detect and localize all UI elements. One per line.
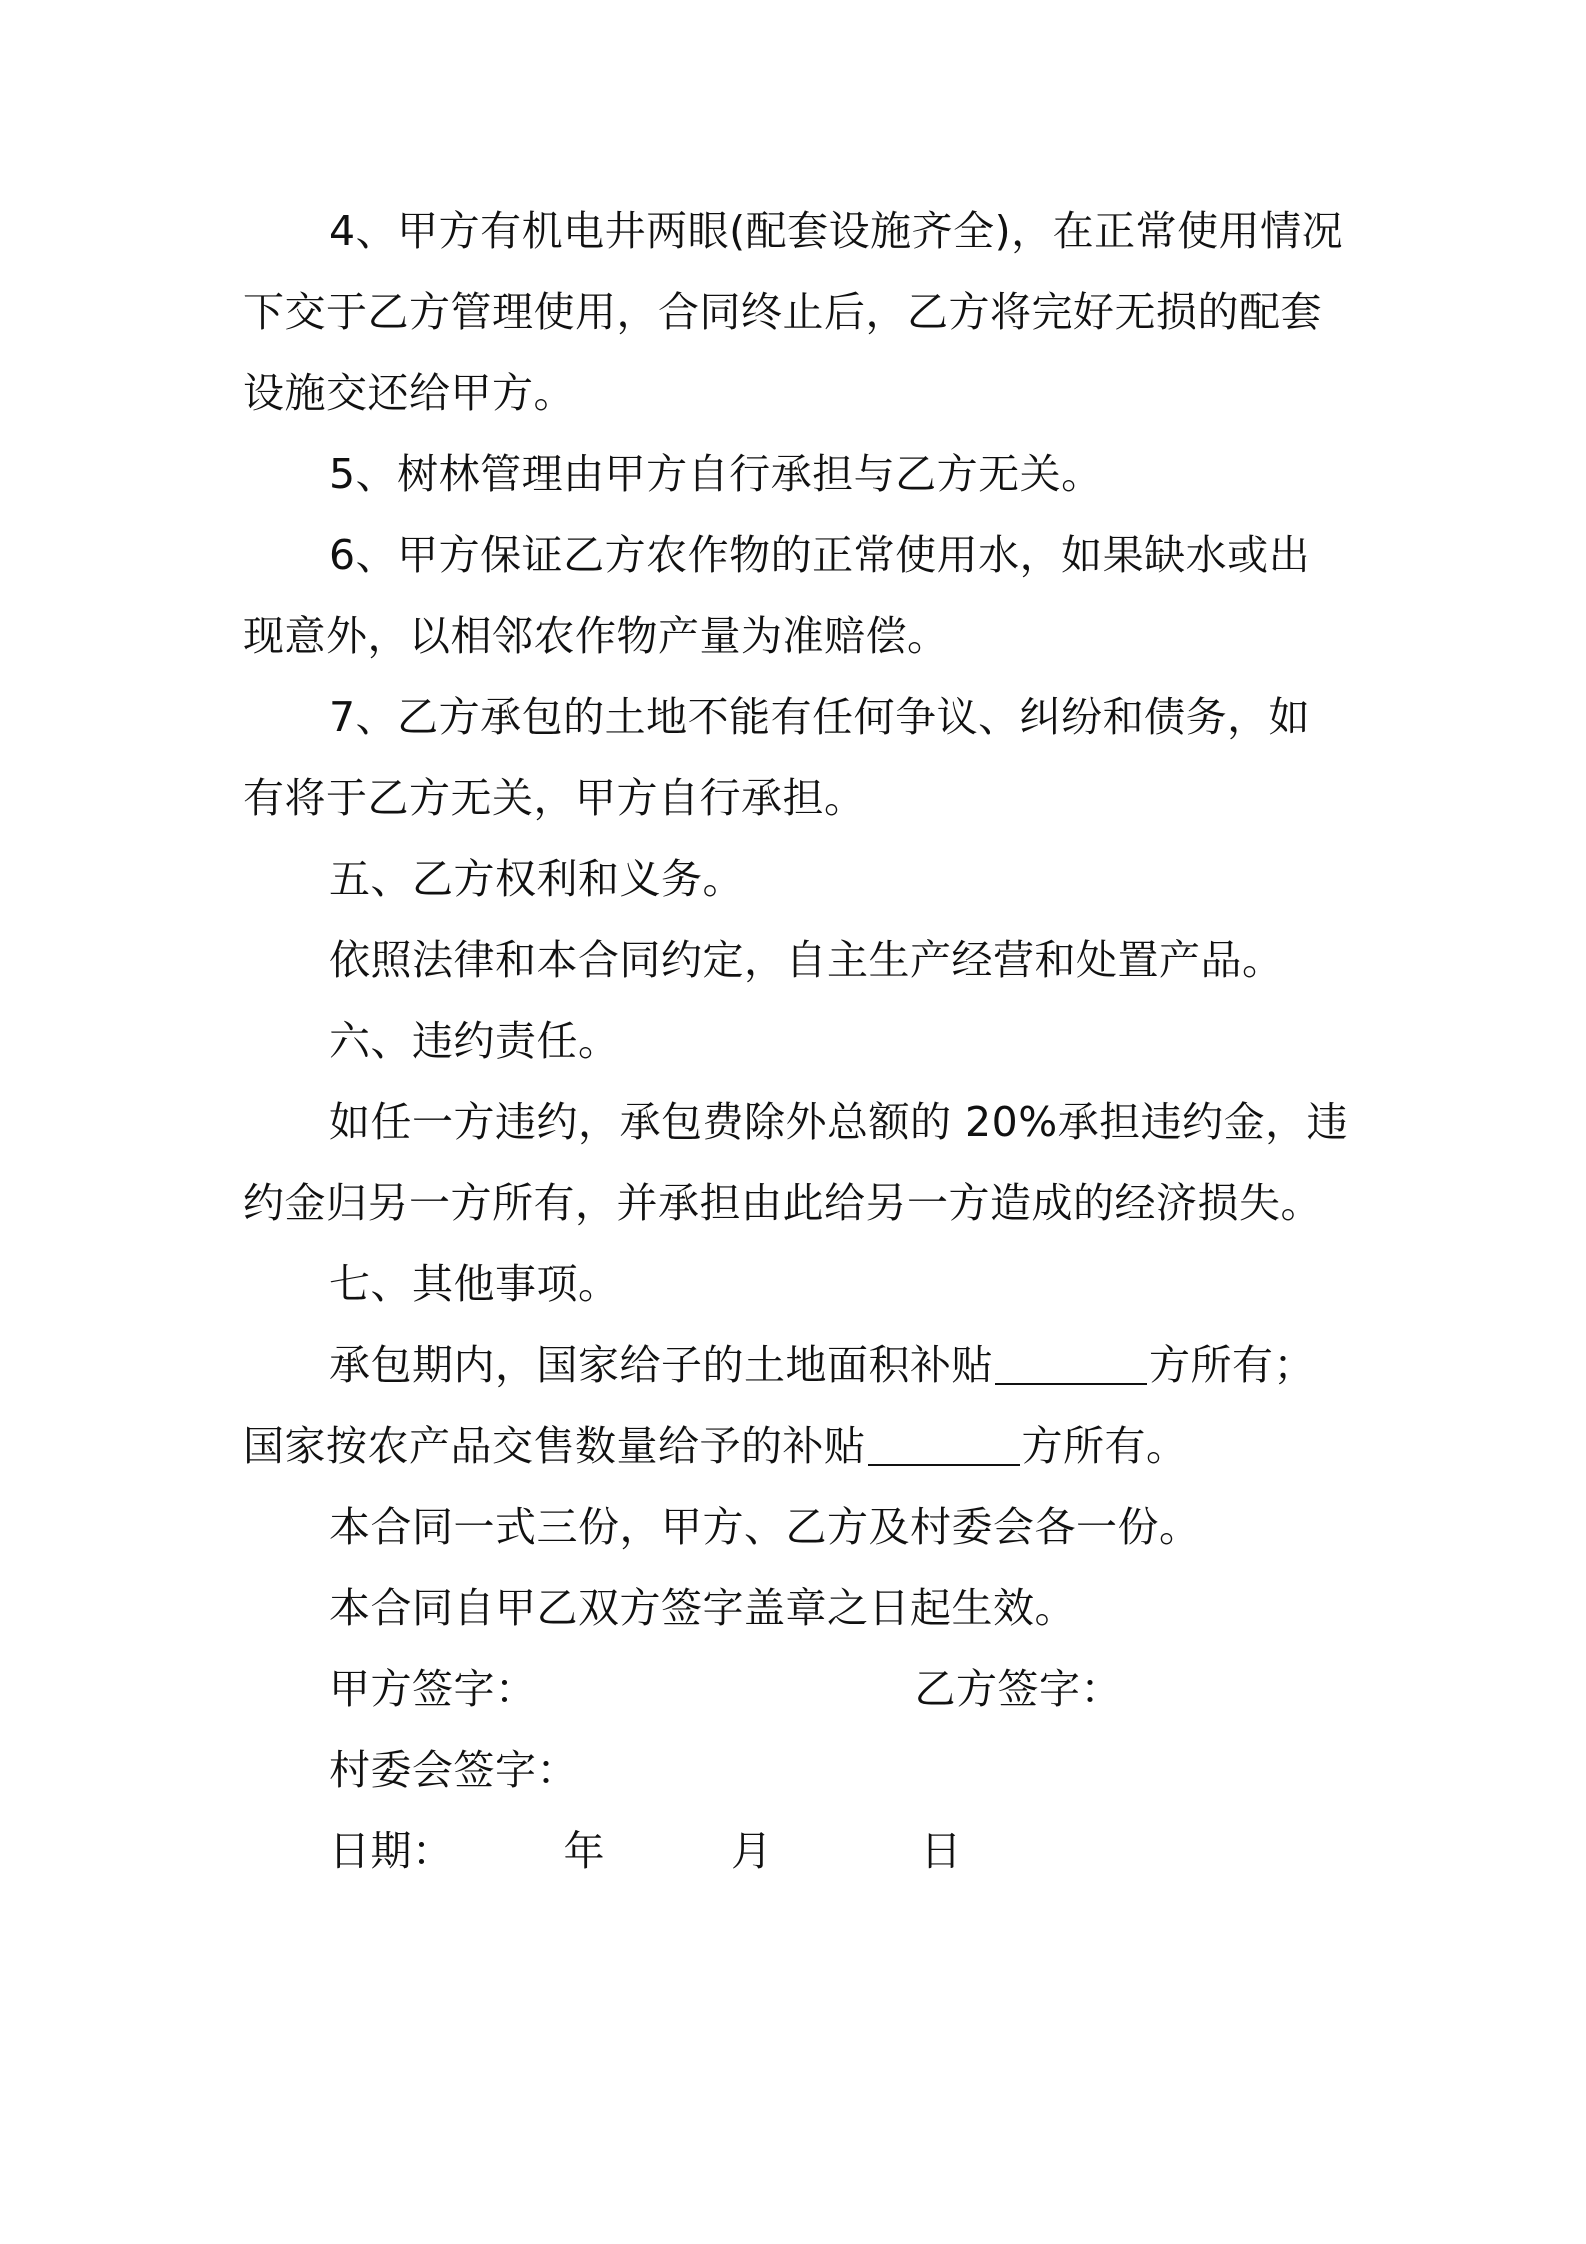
signature-row — [243, 1656, 1355, 1737]
clause-4-line-3: 设施交还给甲方。 — [243, 369, 575, 417]
clause-5: 5、树林管理由甲方自行承担与乙方无关。 — [329, 450, 1103, 498]
party-a-signature-label: 甲方签字： — [329, 1665, 537, 1713]
section-6-line-1: 如任一方违约，承包费除外总额的 20%承担违约金，违 — [329, 1098, 1349, 1146]
clause-6-line-1: 6、甲方保证乙方农作物的正常使用水，如果缺水或出 — [329, 531, 1311, 579]
date-label: 日期： — [329, 1827, 454, 1875]
section-5-title: 五、乙方权利和义务。 — [329, 855, 744, 903]
clause-7-line-1: 7、乙方承包的土地不能有任何争议、纠纷和债务，如 — [329, 693, 1311, 741]
party-b-signature-label: 乙方签字： — [914, 1665, 1122, 1713]
section-6-line-2: 约金归另一方所有，并承担由此给另一方造成的经济损失。 — [243, 1179, 1322, 1227]
section-6-title: 六、违约责任。 — [329, 1017, 620, 1065]
clause-7-line-2: 有将于乙方无关，甲方自行承担。 — [243, 774, 866, 822]
section-7-line-2 — [243, 1413, 1355, 1494]
clause-6-line-2: 现意外，以相邻农作物产量为准赔偿。 — [243, 612, 949, 660]
village-signature-label: 村委会签字： — [329, 1746, 578, 1794]
subsidy-area-text: 承包期内，国家给子的土地面积补贴 — [329, 1341, 993, 1389]
subsidy-area-blank — [995, 1339, 1147, 1385]
subsidy-sales-text: 国家按农产品交售数量给予的补贴 — [243, 1422, 866, 1470]
copies-clause: 本合同一式三份，甲方、乙方及村委会各一份。 — [329, 1503, 1201, 1551]
date-month: 月 — [731, 1827, 773, 1875]
section-5-body: 依照法律和本合同约定，自主生产经营和处置产品。 — [329, 936, 1284, 984]
subsidy-area-suffix: 方所有； — [1149, 1341, 1315, 1389]
clause-4-line-2: 下交于乙方管理使用，合同终止后，乙方将完好无损的配套 — [243, 288, 1322, 336]
effective-clause: 本合同自甲乙双方签字盖章之日起生效。 — [329, 1584, 1076, 1632]
section-7-title: 七、其他事项。 — [329, 1260, 620, 1308]
clause-4-line-1: 4、甲方有机电井两眼(配套设施齐全)，在正常使用情况 — [329, 207, 1344, 255]
date-year: 年 — [563, 1827, 605, 1875]
subsidy-sales-suffix: 方所有。 — [1021, 1422, 1188, 1470]
contract-page — [243, 198, 1355, 1899]
date-row — [243, 1818, 1355, 1899]
date-day: 日 — [920, 1827, 962, 1875]
subsidy-sales-blank — [868, 1420, 1020, 1466]
section-7-line-1 — [243, 1332, 1355, 1413]
